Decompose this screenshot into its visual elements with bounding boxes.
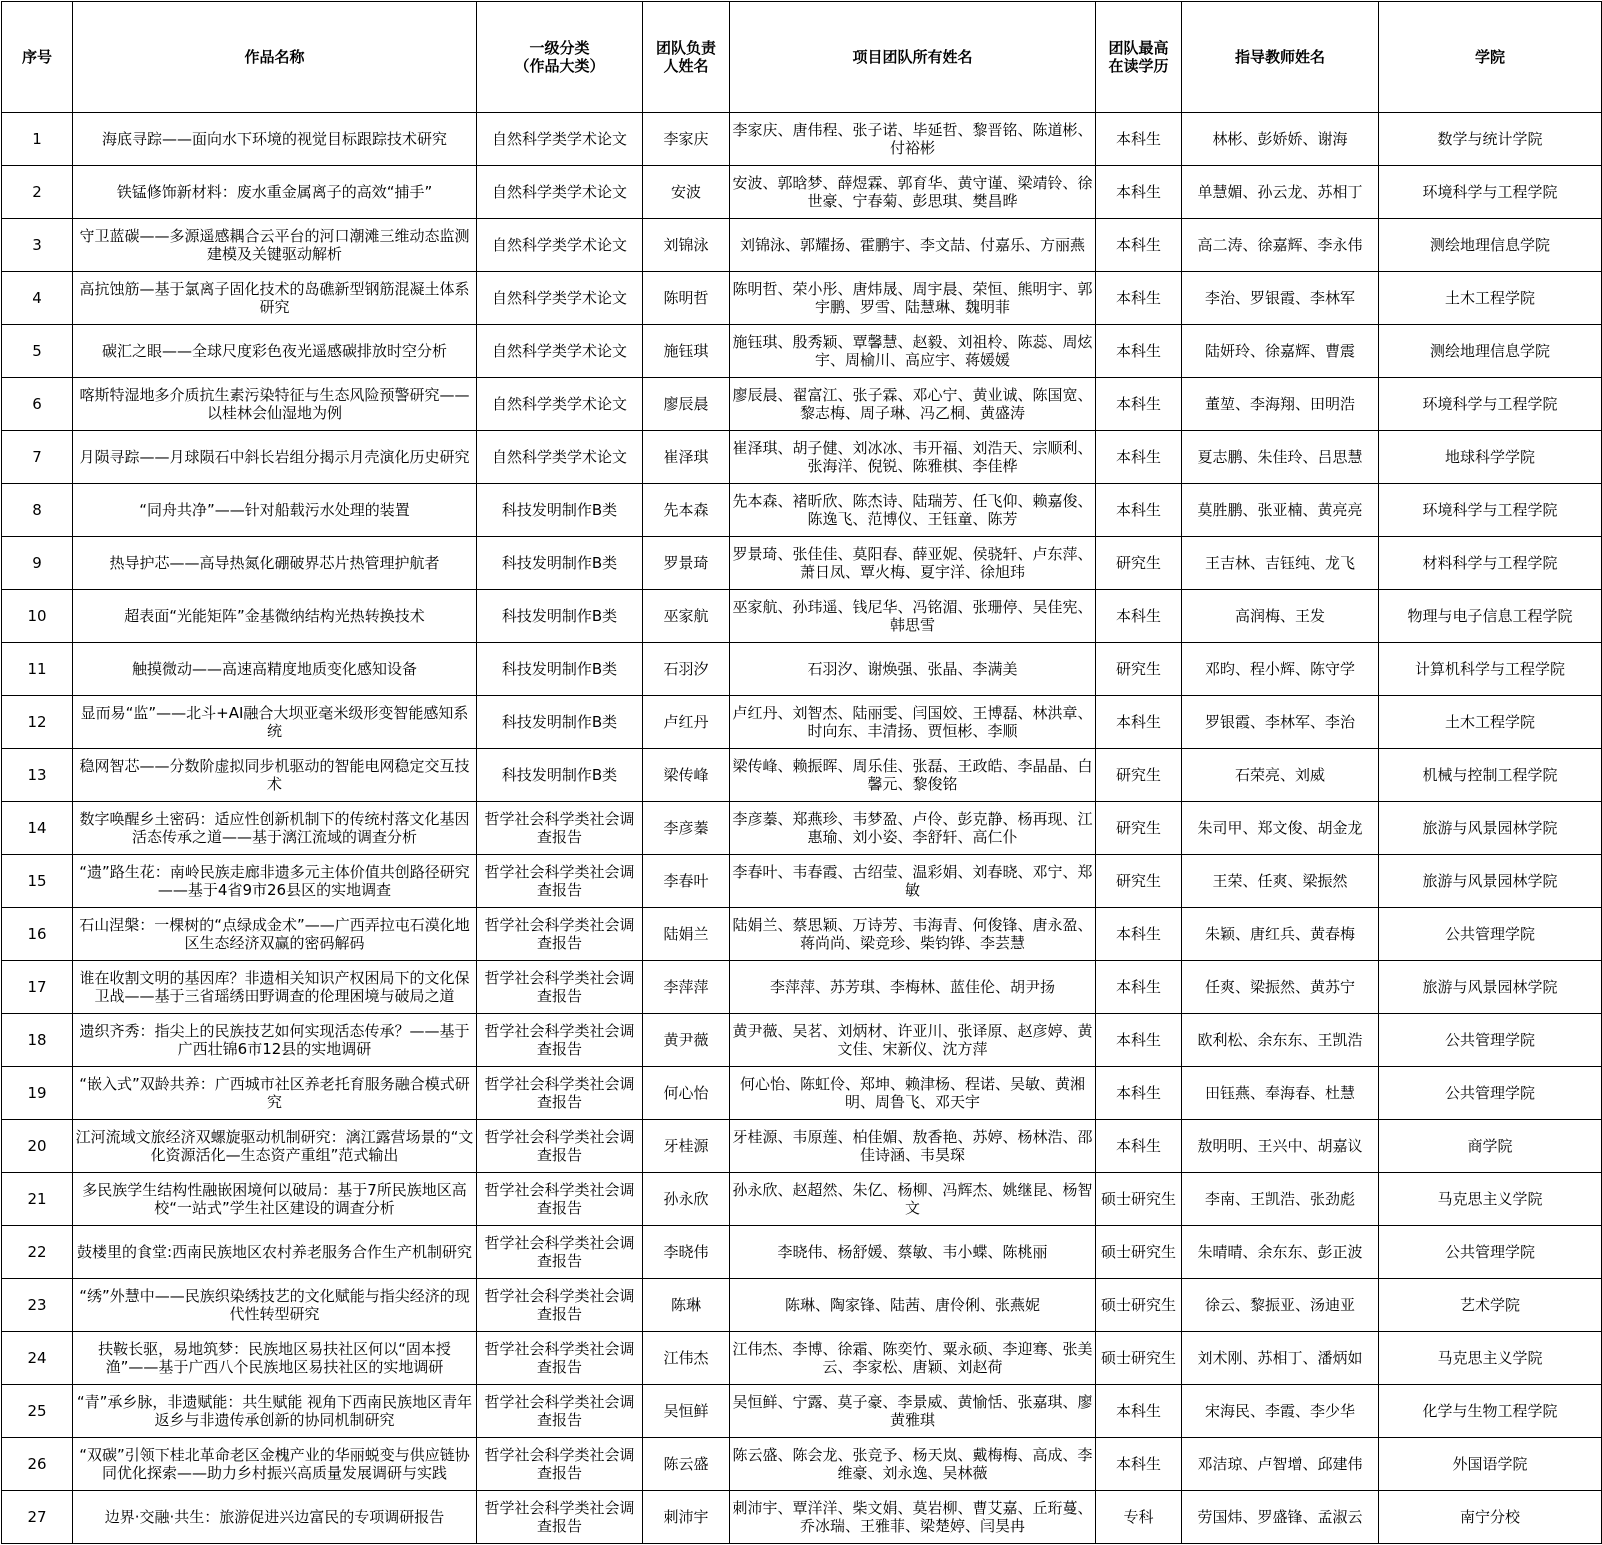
cell-college: 商学院 bbox=[1379, 1120, 1602, 1173]
cell-title: “青”承乡脉，非遗赋能：共生赋能 视角下西南民族地区青年返乡与非遗传承创新的协同机制研究 bbox=[73, 1385, 477, 1438]
table-row bbox=[2, 696, 1602, 749]
cell-leader: 李晓伟 bbox=[643, 1226, 730, 1279]
cell-leader: 黄尹薇 bbox=[643, 1014, 730, 1067]
cell-title: 扶鞍长驱，易地筑梦：民族地区易扶社区何以“固本授渔”——基于广西八个民族地区易扶社区的实地调研 bbox=[73, 1332, 477, 1385]
cell-advisors: 刘术刚、苏相丁、潘炳如 bbox=[1182, 1332, 1379, 1385]
cell-members: 李春叶、韦春霞、古绍莹、温彩娟、刘春晓、邓宁、郑敏 bbox=[730, 855, 1096, 908]
cell-college: 环境科学与工程学院 bbox=[1379, 484, 1602, 537]
cell-leader: 吴恒鲜 bbox=[643, 1385, 730, 1438]
cell-leader: 刘锦泳 bbox=[643, 219, 730, 272]
cell-title: 边界·交融·共生：旅游促进兴边富民的专项调研报告 bbox=[73, 1491, 477, 1544]
cell-category: 哲学社会科学类社会调查报告 bbox=[477, 961, 643, 1014]
cell-title: 稳网智芯——分数阶虚拟同步机驱动的智能电网稳定交互技术 bbox=[73, 749, 477, 802]
cell-college: 旅游与风景园林学院 bbox=[1379, 855, 1602, 908]
cell-members: 施钰琪、殷秀颖、覃馨慧、赵毅、刘祖柃、陈蕊、周炫宇、周榆川、高应宇、蒋媛媛 bbox=[730, 325, 1096, 378]
cell-leader: 李家庆 bbox=[643, 113, 730, 166]
cell-advisors: 陆妍玲、徐嘉辉、曹震 bbox=[1182, 325, 1379, 378]
cell-college: 旅游与风景园林学院 bbox=[1379, 961, 1602, 1014]
cell-leader: 石羽汐 bbox=[643, 643, 730, 696]
cell-college: 马克思主义学院 bbox=[1379, 1332, 1602, 1385]
cell-title: 海底寻踪——面向水下环境的视觉目标跟踪技术研究 bbox=[73, 113, 477, 166]
cell-members: 吴恒鲜、宁露、莫子豪、李景威、黄愉恬、张嘉琪、廖黄雅琪 bbox=[730, 1385, 1096, 1438]
cell-education: 本科生 bbox=[1096, 325, 1182, 378]
cell-advisors: 李治、罗银霞、李林军 bbox=[1182, 272, 1379, 325]
cell-leader: 罗景琦 bbox=[643, 537, 730, 590]
cell-advisors: 朱颖、唐红兵、黄春梅 bbox=[1182, 908, 1379, 961]
cell-advisors: 李南、王凯浩、张劲彪 bbox=[1182, 1173, 1379, 1226]
cell-college: 材料科学与工程学院 bbox=[1379, 537, 1602, 590]
cell-advisors: 夏志鹏、朱佳玲、吕思慧 bbox=[1182, 431, 1379, 484]
cell-college: 外国语学院 bbox=[1379, 1438, 1602, 1491]
cell-advisors: 林彬、彭娇娇、谢海 bbox=[1182, 113, 1379, 166]
cell-education: 本科生 bbox=[1096, 961, 1182, 1014]
cell-members: 安波、郭晗梦、薛煜霖、郭育华、黄守谨、梁靖铃、徐世豪、宁春菊、彭思琪、樊昌晔 bbox=[730, 166, 1096, 219]
cell-advisors: 邓昀、程小辉、陈守学 bbox=[1182, 643, 1379, 696]
cell-index: 4 bbox=[2, 272, 73, 325]
cell-advisors: 欧利松、余东东、王凯浩 bbox=[1182, 1014, 1379, 1067]
cell-members: 罗景琦、张佳佳、莫阳春、薛亚妮、侯骁轩、卢东萍、萧日凤、覃火梅、夏宇洋、徐旭玮 bbox=[730, 537, 1096, 590]
cell-category: 哲学社会科学类社会调查报告 bbox=[477, 1173, 643, 1226]
table-row bbox=[2, 1279, 1602, 1332]
table-row bbox=[2, 1491, 1602, 1544]
cell-college: 机械与控制工程学院 bbox=[1379, 749, 1602, 802]
cell-college: 旅游与风景园林学院 bbox=[1379, 802, 1602, 855]
cell-members: 李家庆、唐伟程、张子诺、毕延哲、黎晋铭、陈道彬、付裕彬 bbox=[730, 113, 1096, 166]
cell-college: 公共管理学院 bbox=[1379, 1067, 1602, 1120]
cell-advisors: 石荣亮、刘威 bbox=[1182, 749, 1379, 802]
cell-index: 19 bbox=[2, 1067, 73, 1120]
cell-title: 谁在收割文明的基因库？非遗相关知识产权困局下的文化保卫战——基于三省瑶绣田野调查的伦理困境与破局之道 bbox=[73, 961, 477, 1014]
cell-title: 鼓楼里的食堂:西南民族地区农村养老服务合作生产机制研究 bbox=[73, 1226, 477, 1279]
cell-members: 陈明哲、荣小彤、唐炜晟、周宇晨、荣恒、熊明宇、郭宇鹏、罗雪、陆慧琳、魏明菲 bbox=[730, 272, 1096, 325]
cell-members: 李晓伟、杨舒媛、蔡敏、韦小蝶、陈桃丽 bbox=[730, 1226, 1096, 1279]
cell-advisors: 徐云、黎振亚、汤迪亚 bbox=[1182, 1279, 1379, 1332]
cell-index: 27 bbox=[2, 1491, 73, 1544]
cell-advisors: 高二涛、徐嘉辉、李永伟 bbox=[1182, 219, 1379, 272]
cell-members: 廖辰晨、翟富江、张子霖、邓心宁、黄业诚、陈国宽、黎志梅、周子琳、冯乙桐、黄盛涛 bbox=[730, 378, 1096, 431]
table-row bbox=[2, 378, 1602, 431]
table-row bbox=[2, 643, 1602, 696]
cell-category: 科技发明制作B类 bbox=[477, 484, 643, 537]
cell-members: 陈琳、陶家锋、陆茜、唐伶俐、张燕妮 bbox=[730, 1279, 1096, 1332]
cell-leader: 安波 bbox=[643, 166, 730, 219]
cell-advisors: 邓洁琼、卢智增、邱建伟 bbox=[1182, 1438, 1379, 1491]
cell-title: 高抗蚀筋—基于氯离子固化技术的岛礁新型钢筋混凝土体系研究 bbox=[73, 272, 477, 325]
cell-title: 多民族学生结构性融嵌困境何以破局：基于7所民族地区高校“一站式”学生社区建设的调查分析 bbox=[73, 1173, 477, 1226]
cell-index: 21 bbox=[2, 1173, 73, 1226]
table-row bbox=[2, 1226, 1602, 1279]
cell-index: 26 bbox=[2, 1438, 73, 1491]
cell-leader: 崔泽琪 bbox=[643, 431, 730, 484]
cell-education: 本科生 bbox=[1096, 378, 1182, 431]
table-row bbox=[2, 749, 1602, 802]
cell-education: 本科生 bbox=[1096, 1014, 1182, 1067]
cell-leader: 施钰琪 bbox=[643, 325, 730, 378]
cell-index: 10 bbox=[2, 590, 73, 643]
cell-leader: 巫家航 bbox=[643, 590, 730, 643]
cell-title: 守卫蓝碳——多源遥感耦合云平台的河口潮滩三维动态监测建模及关键驱动解析 bbox=[73, 219, 477, 272]
cell-college: 化学与生物工程学院 bbox=[1379, 1385, 1602, 1438]
cell-title: “嵌入式”双龄共养：广西城市社区养老托育服务融合模式研究 bbox=[73, 1067, 477, 1120]
cell-category: 自然科学类学术论文 bbox=[477, 113, 643, 166]
project-table bbox=[1, 1, 1602, 1544]
cell-category: 哲学社会科学类社会调查报告 bbox=[477, 1067, 643, 1120]
cell-education: 本科生 bbox=[1096, 1120, 1182, 1173]
cell-category: 科技发明制作B类 bbox=[477, 749, 643, 802]
cell-index: 2 bbox=[2, 166, 73, 219]
cell-education: 本科生 bbox=[1096, 484, 1182, 537]
cell-college: 环境科学与工程学院 bbox=[1379, 378, 1602, 431]
cell-members: 李彦蓁、郑燕珍、韦梦盈、卢伶、彭克静、杨再现、江惠瑜、刘小姿、李舒轩、高仁仆 bbox=[730, 802, 1096, 855]
cell-leader: 梁传峰 bbox=[643, 749, 730, 802]
col-header-members: 项目团队所有姓名 bbox=[730, 2, 1096, 113]
cell-index: 13 bbox=[2, 749, 73, 802]
cell-index: 22 bbox=[2, 1226, 73, 1279]
cell-leader: 李春叶 bbox=[643, 855, 730, 908]
cell-education: 本科生 bbox=[1096, 113, 1182, 166]
cell-title: “同舟共净”——针对船载污水处理的装置 bbox=[73, 484, 477, 537]
cell-education: 本科生 bbox=[1096, 1385, 1182, 1438]
cell-college: 公共管理学院 bbox=[1379, 1014, 1602, 1067]
cell-category: 哲学社会科学类社会调查报告 bbox=[477, 1014, 643, 1067]
cell-leader: 孙永欣 bbox=[643, 1173, 730, 1226]
cell-category: 科技发明制作B类 bbox=[477, 643, 643, 696]
cell-members: 卢红丹、刘智杰、陆丽雯、闫国姣、王博磊、林洪章、时向东、丰清扬、贾恒彬、李顺 bbox=[730, 696, 1096, 749]
cell-category: 自然科学类学术论文 bbox=[477, 325, 643, 378]
cell-category: 科技发明制作B类 bbox=[477, 590, 643, 643]
cell-education: 硕士研究生 bbox=[1096, 1173, 1182, 1226]
cell-index: 3 bbox=[2, 219, 73, 272]
cell-education: 专科 bbox=[1096, 1491, 1182, 1544]
cell-index: 7 bbox=[2, 431, 73, 484]
cell-members: 石羽汐、谢焕强、张晶、李满美 bbox=[730, 643, 1096, 696]
table-row bbox=[2, 590, 1602, 643]
cell-education: 硕士研究生 bbox=[1096, 1279, 1182, 1332]
cell-members: 黄尹薇、吴茗、刘炳材、许亚川、张译原、赵彦婷、黄文佳、宋新仪、沈方萍 bbox=[730, 1014, 1096, 1067]
table-row bbox=[2, 1173, 1602, 1226]
cell-members: 陆娟兰、蔡思颖、万诗芳、韦海青、何俊锋、唐永盈、蒋尚尚、梁竞珍、柴钧铧、李芸慧 bbox=[730, 908, 1096, 961]
cell-education: 本科生 bbox=[1096, 219, 1182, 272]
cell-members: 刘锦泳、郭耀扬、霍鹏宇、李文喆、付嘉乐、方丽燕 bbox=[730, 219, 1096, 272]
cell-category: 哲学社会科学类社会调查报告 bbox=[477, 1385, 643, 1438]
cell-index: 17 bbox=[2, 961, 73, 1014]
cell-education: 本科生 bbox=[1096, 696, 1182, 749]
cell-leader: 陈云盛 bbox=[643, 1438, 730, 1491]
cell-category: 科技发明制作B类 bbox=[477, 537, 643, 590]
table-row bbox=[2, 1067, 1602, 1120]
cell-index: 5 bbox=[2, 325, 73, 378]
cell-members: 何心怡、陈虹伶、郑坤、赖津杨、程诺、吴敏、黄湘明、周鲁飞、邓天宇 bbox=[730, 1067, 1096, 1120]
cell-title: “绣”外慧中——民族织染绣技艺的文化赋能与指尖经济的现代性转型研究 bbox=[73, 1279, 477, 1332]
cell-index: 6 bbox=[2, 378, 73, 431]
cell-advisors: 王吉林、吉钰纯、龙飞 bbox=[1182, 537, 1379, 590]
table-row bbox=[2, 325, 1602, 378]
cell-education: 本科生 bbox=[1096, 1438, 1182, 1491]
cell-index: 20 bbox=[2, 1120, 73, 1173]
cell-leader: 李彦蓁 bbox=[643, 802, 730, 855]
col-header-advisors: 指导教师姓名 bbox=[1182, 2, 1379, 113]
table-row bbox=[2, 1438, 1602, 1491]
cell-advisors: 劳国炜、罗盛锋、孟淑云 bbox=[1182, 1491, 1379, 1544]
cell-category: 自然科学类学术论文 bbox=[477, 166, 643, 219]
table-row bbox=[2, 1014, 1602, 1067]
cell-education: 本科生 bbox=[1096, 431, 1182, 484]
cell-college: 地球科学学院 bbox=[1379, 431, 1602, 484]
cell-advisors: 朱晴晴、余东东、彭正波 bbox=[1182, 1226, 1379, 1279]
cell-index: 12 bbox=[2, 696, 73, 749]
cell-index: 25 bbox=[2, 1385, 73, 1438]
cell-title: 热导护芯——高导热氮化硼破界芯片热管理护航者 bbox=[73, 537, 477, 590]
cell-title: 超表面“光能矩阵”金基微纳结构光热转换技术 bbox=[73, 590, 477, 643]
table-row bbox=[2, 113, 1602, 166]
cell-category: 自然科学类学术论文 bbox=[477, 219, 643, 272]
cell-index: 16 bbox=[2, 908, 73, 961]
cell-education: 硕士研究生 bbox=[1096, 1226, 1182, 1279]
cell-members: 梁传峰、赖振晖、周乐佳、张磊、王政皓、李晶晶、白馨元、黎俊铭 bbox=[730, 749, 1096, 802]
cell-category: 哲学社会科学类社会调查报告 bbox=[477, 1438, 643, 1491]
cell-college: 公共管理学院 bbox=[1379, 1226, 1602, 1279]
cell-education: 硕士研究生 bbox=[1096, 1332, 1182, 1385]
cell-leader: 陈琳 bbox=[643, 1279, 730, 1332]
cell-college: 物理与电子信息工程学院 bbox=[1379, 590, 1602, 643]
cell-category: 哲学社会科学类社会调查报告 bbox=[477, 1491, 643, 1544]
table-row bbox=[2, 855, 1602, 908]
cell-members: 李萍萍、苏芳琪、李梅林、蓝佳伦、胡尹扬 bbox=[730, 961, 1096, 1014]
cell-advisors: 宋海民、李霞、李少华 bbox=[1182, 1385, 1379, 1438]
table-row bbox=[2, 166, 1602, 219]
cell-leader: 陈明哲 bbox=[643, 272, 730, 325]
cell-leader: 何心怡 bbox=[643, 1067, 730, 1120]
cell-college: 土木工程学院 bbox=[1379, 696, 1602, 749]
cell-leader: 陆娟兰 bbox=[643, 908, 730, 961]
cell-advisors: 田钰燕、奉海春、杜慧 bbox=[1182, 1067, 1379, 1120]
cell-leader: 李萍萍 bbox=[643, 961, 730, 1014]
cell-advisors: 董堃、李海翔、田明浩 bbox=[1182, 378, 1379, 431]
cell-title: 遗织齐秀：指尖上的民族技艺如何实现活态传承？——基于广西壮锦6市12县的实地调研 bbox=[73, 1014, 477, 1067]
cell-leader: 卢红丹 bbox=[643, 696, 730, 749]
cell-advisors: 单慧媚、孙云龙、苏相丁 bbox=[1182, 166, 1379, 219]
cell-index: 18 bbox=[2, 1014, 73, 1067]
cell-education: 研究生 bbox=[1096, 749, 1182, 802]
cell-members: 刺沛宇、覃洋洋、柴文娟、莫岩柳、曹艾嘉、丘珩蔓、乔冰瑞、王雅菲、梁楚婷、闫昊冉 bbox=[730, 1491, 1096, 1544]
cell-title: “双碳”引领下桂北革命老区金槐产业的华丽蜕变与供应链协同优化探索——助力乡村振兴高质量发展调研与实践 bbox=[73, 1438, 477, 1491]
cell-college: 测绘地理信息学院 bbox=[1379, 325, 1602, 378]
table-row bbox=[2, 1332, 1602, 1385]
cell-category: 哲学社会科学类社会调查报告 bbox=[477, 1279, 643, 1332]
table-row bbox=[2, 1120, 1602, 1173]
cell-advisors: 罗银霞、李林军、李治 bbox=[1182, 696, 1379, 749]
cell-leader: 先本森 bbox=[643, 484, 730, 537]
cell-leader: 廖辰晨 bbox=[643, 378, 730, 431]
cell-advisors: 莫胜鹏、张亚楠、黄亮亮 bbox=[1182, 484, 1379, 537]
cell-index: 11 bbox=[2, 643, 73, 696]
cell-advisors: 敖明明、王兴中、胡嘉议 bbox=[1182, 1120, 1379, 1173]
cell-title: 月陨寻踪——月球陨石中斜长岩组分揭示月壳演化历史研究 bbox=[73, 431, 477, 484]
table-row bbox=[2, 908, 1602, 961]
cell-education: 研究生 bbox=[1096, 643, 1182, 696]
cell-category: 哲学社会科学类社会调查报告 bbox=[477, 1332, 643, 1385]
table-row bbox=[2, 431, 1602, 484]
cell-title: 喀斯特湿地多介质抗生素污染特征与生态风险预警研究——以桂林会仙湿地为例 bbox=[73, 378, 477, 431]
cell-category: 哲学社会科学类社会调查报告 bbox=[477, 1120, 643, 1173]
cell-college: 公共管理学院 bbox=[1379, 908, 1602, 961]
cell-category: 自然科学类学术论文 bbox=[477, 378, 643, 431]
cell-members: 牙桂源、韦原莲、柏佳媚、敖香艳、苏婷、杨林浩、邵佳诗涵、韦昊琛 bbox=[730, 1120, 1096, 1173]
cell-category: 哲学社会科学类社会调查报告 bbox=[477, 802, 643, 855]
cell-education: 本科生 bbox=[1096, 1067, 1182, 1120]
cell-education: 研究生 bbox=[1096, 802, 1182, 855]
cell-index: 8 bbox=[2, 484, 73, 537]
col-header-index: 序号 bbox=[2, 2, 73, 113]
cell-members: 孙永欣、赵超然、朱亿、杨柳、冯辉杰、姚继昆、杨智文 bbox=[730, 1173, 1096, 1226]
cell-title: 触摸微动——高速高精度地质变化感知设备 bbox=[73, 643, 477, 696]
cell-education: 本科生 bbox=[1096, 908, 1182, 961]
cell-title: 数字唤醒乡土密码：适应性创新机制下的传统村落文化基因活态传承之道——基于漓江流域的调查分析 bbox=[73, 802, 477, 855]
col-header-college: 学院 bbox=[1379, 2, 1602, 113]
cell-leader: 刺沛宇 bbox=[643, 1491, 730, 1544]
cell-members: 先本森、褚昕欣、陈杰诗、陆瑞芳、任飞仰、赖嘉俊、陈逸飞、范博仪、王钰童、陈芳 bbox=[730, 484, 1096, 537]
cell-education: 本科生 bbox=[1096, 590, 1182, 643]
col-header-education: 团队最高 在读学历 bbox=[1096, 2, 1182, 113]
cell-category: 哲学社会科学类社会调查报告 bbox=[477, 908, 643, 961]
cell-college: 南宁分校 bbox=[1379, 1491, 1602, 1544]
cell-college: 艺术学院 bbox=[1379, 1279, 1602, 1332]
cell-title: 石山涅槃：一棵树的“点绿成金术”——广西弄拉屯石漠化地区生态经济双赢的密码解码 bbox=[73, 908, 477, 961]
cell-index: 23 bbox=[2, 1279, 73, 1332]
col-header-category: 一级分类 （作品大类） bbox=[477, 2, 643, 113]
table-row bbox=[2, 537, 1602, 590]
table-row bbox=[2, 802, 1602, 855]
table-row bbox=[2, 484, 1602, 537]
table-row bbox=[2, 961, 1602, 1014]
cell-category: 科技发明制作B类 bbox=[477, 696, 643, 749]
header-row bbox=[2, 2, 1602, 113]
cell-education: 研究生 bbox=[1096, 537, 1182, 590]
cell-college: 土木工程学院 bbox=[1379, 272, 1602, 325]
cell-title: 显而易“监”——北斗+AI融合大坝亚毫米级形变智能感知系统 bbox=[73, 696, 477, 749]
table-row bbox=[2, 272, 1602, 325]
cell-education: 研究生 bbox=[1096, 855, 1182, 908]
cell-title: 江河流域文旅经济双螺旋驱动机制研究：漓江露营场景的“文化资源活化—生态资产重组”范式输出 bbox=[73, 1120, 477, 1173]
cell-index: 15 bbox=[2, 855, 73, 908]
cell-advisors: 任爽、梁振然、黄苏宁 bbox=[1182, 961, 1379, 1014]
cell-category: 自然科学类学术论文 bbox=[477, 272, 643, 325]
cell-category: 自然科学类学术论文 bbox=[477, 431, 643, 484]
cell-title: 碳汇之眼——全球尺度彩色夜光遥感碳排放时空分析 bbox=[73, 325, 477, 378]
cell-advisors: 高润梅、王发 bbox=[1182, 590, 1379, 643]
cell-college: 测绘地理信息学院 bbox=[1379, 219, 1602, 272]
cell-index: 1 bbox=[2, 113, 73, 166]
cell-college: 马克思主义学院 bbox=[1379, 1173, 1602, 1226]
table-row bbox=[2, 219, 1602, 272]
cell-college: 计算机科学与工程学院 bbox=[1379, 643, 1602, 696]
cell-index: 9 bbox=[2, 537, 73, 590]
cell-college: 数学与统计学院 bbox=[1379, 113, 1602, 166]
cell-education: 本科生 bbox=[1096, 166, 1182, 219]
cell-category: 哲学社会科学类社会调查报告 bbox=[477, 1226, 643, 1279]
cell-members: 江伟杰、李博、徐霜、陈奕竹、粟永硕、李迎骞、张美云、李家松、唐颖、刘赵荷 bbox=[730, 1332, 1096, 1385]
cell-category: 哲学社会科学类社会调查报告 bbox=[477, 855, 643, 908]
cell-advisors: 朱司甲、郑文俊、胡金龙 bbox=[1182, 802, 1379, 855]
cell-title: 铁锰修饰新材料：废水重金属离子的高效“捕手” bbox=[73, 166, 477, 219]
cell-title: “遗”路生花：南岭民族走廊非遗多元主体价值共创路径研究——基于4省9市26县区的实地调查 bbox=[73, 855, 477, 908]
col-header-title: 作品名称 bbox=[73, 2, 477, 113]
cell-leader: 江伟杰 bbox=[643, 1332, 730, 1385]
cell-leader: 牙桂源 bbox=[643, 1120, 730, 1173]
cell-members: 巫家航、孙玮遥、钱尼华、冯铭湄、张珊停、吴佳宪、韩思雪 bbox=[730, 590, 1096, 643]
cell-index: 14 bbox=[2, 802, 73, 855]
cell-members: 陈云盛、陈会龙、张竞予、杨天岚、戴梅梅、高成、李维豪、刘永逸、吴林薇 bbox=[730, 1438, 1096, 1491]
col-header-leader: 团队负责 人姓名 bbox=[643, 2, 730, 113]
table-row bbox=[2, 1385, 1602, 1438]
cell-college: 环境科学与工程学院 bbox=[1379, 166, 1602, 219]
cell-members: 崔泽琪、胡子健、刘冰冰、韦开福、刘浩天、宗顺利、张海洋、倪锐、陈雅棋、李佳桦 bbox=[730, 431, 1096, 484]
cell-index: 24 bbox=[2, 1332, 73, 1385]
cell-advisors: 王荣、任爽、梁振然 bbox=[1182, 855, 1379, 908]
cell-education: 本科生 bbox=[1096, 272, 1182, 325]
